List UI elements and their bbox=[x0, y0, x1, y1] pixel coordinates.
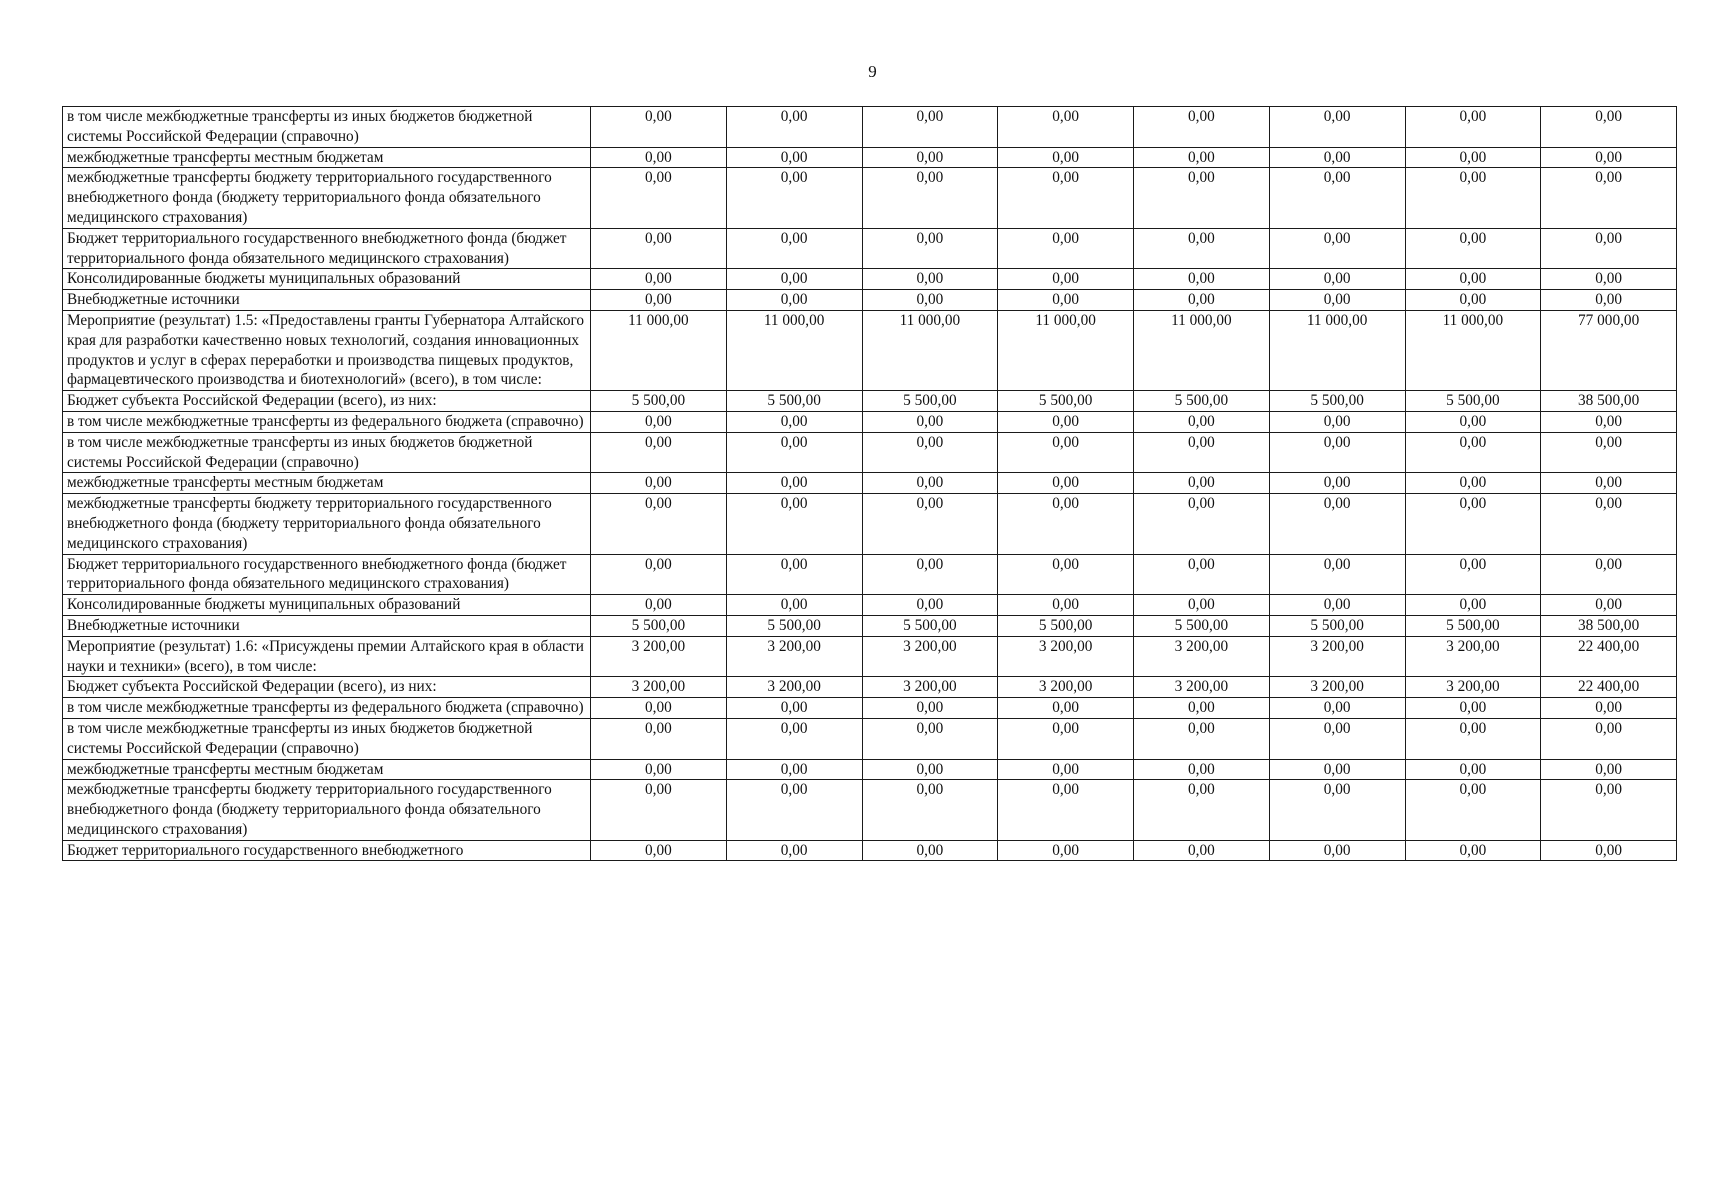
row-value: 0,00 bbox=[591, 147, 727, 168]
row-label: Бюджет субъекта Российской Федерации (всего), из них: bbox=[63, 677, 591, 698]
row-value: 0,00 bbox=[1541, 595, 1677, 616]
row-value: 5 500,00 bbox=[726, 391, 862, 412]
table-row bbox=[63, 494, 1677, 554]
row-value: 0,00 bbox=[726, 554, 862, 595]
row-value: 0,00 bbox=[1269, 718, 1405, 759]
row-label: в том числе межбюджетные трансферты из иных бюджетов бюджетной системы Российской Федерации (справочно) bbox=[63, 718, 591, 759]
row-value: 0,00 bbox=[1269, 290, 1405, 311]
row-value: 0,00 bbox=[1541, 432, 1677, 473]
row-value: 0,00 bbox=[1134, 411, 1270, 432]
row-value: 5 500,00 bbox=[862, 615, 998, 636]
row-value: 0,00 bbox=[726, 168, 862, 228]
row-value: 0,00 bbox=[1541, 780, 1677, 840]
row-label: Внебюджетные источники bbox=[63, 290, 591, 311]
row-value: 0,00 bbox=[998, 494, 1134, 554]
row-value: 5 500,00 bbox=[1269, 615, 1405, 636]
row-value: 0,00 bbox=[726, 290, 862, 311]
row-value: 22 400,00 bbox=[1541, 636, 1677, 677]
row-label: в том числе межбюджетные трансферты из иных бюджетов бюджетной системы Российской Федерации (справочно) bbox=[63, 107, 591, 148]
row-value: 0,00 bbox=[998, 411, 1134, 432]
row-value: 0,00 bbox=[862, 759, 998, 780]
row-value: 0,00 bbox=[726, 759, 862, 780]
table-row bbox=[63, 718, 1677, 759]
row-value: 11 000,00 bbox=[726, 310, 862, 390]
row-label: Внебюджетные источники bbox=[63, 615, 591, 636]
row-value: 0,00 bbox=[1134, 168, 1270, 228]
row-value: 0,00 bbox=[1541, 473, 1677, 494]
row-value: 5 500,00 bbox=[998, 391, 1134, 412]
row-value: 0,00 bbox=[1269, 698, 1405, 719]
row-value: 0,00 bbox=[998, 473, 1134, 494]
row-value: 0,00 bbox=[998, 759, 1134, 780]
row-value: 38 500,00 bbox=[1541, 391, 1677, 412]
row-value: 0,00 bbox=[1134, 759, 1270, 780]
row-value: 0,00 bbox=[1269, 411, 1405, 432]
row-value: 0,00 bbox=[1269, 168, 1405, 228]
table-row bbox=[63, 759, 1677, 780]
row-value: 77 000,00 bbox=[1541, 310, 1677, 390]
row-label: межбюджетные трансферты местным бюджетам bbox=[63, 759, 591, 780]
row-value: 5 500,00 bbox=[862, 391, 998, 412]
row-label: Мероприятие (результат) 1.5: «Предоставлены гранты Губернатора Алтайского края для разработки качественно новых технологий, создания инновационных продуктов и услуг в сферах переработки и производства пищевых продуктов, фармацевтического производства и биотехнологий» (всего), в том числе: bbox=[63, 310, 591, 390]
row-value: 22 400,00 bbox=[1541, 677, 1677, 698]
row-value: 0,00 bbox=[1269, 269, 1405, 290]
row-label: Консолидированные бюджеты муниципальных образований bbox=[63, 595, 591, 616]
row-value: 5 500,00 bbox=[726, 615, 862, 636]
table-row bbox=[63, 290, 1677, 311]
row-value: 0,00 bbox=[998, 554, 1134, 595]
row-value: 0,00 bbox=[1405, 290, 1541, 311]
row-value: 3 200,00 bbox=[726, 677, 862, 698]
row-value: 0,00 bbox=[591, 554, 727, 595]
row-label: Бюджет территориального государственного внебюджетного bbox=[63, 840, 591, 861]
row-value: 0,00 bbox=[591, 168, 727, 228]
row-value: 0,00 bbox=[726, 473, 862, 494]
row-value: 0,00 bbox=[998, 290, 1134, 311]
row-value: 11 000,00 bbox=[1269, 310, 1405, 390]
row-value: 0,00 bbox=[1134, 698, 1270, 719]
row-value: 0,00 bbox=[998, 147, 1134, 168]
row-value: 5 500,00 bbox=[591, 615, 727, 636]
page-number: 9 bbox=[868, 62, 877, 81]
row-label: в том числе межбюджетные трансферты из иных бюджетов бюджетной системы Российской Федерации (справочно) bbox=[63, 432, 591, 473]
table-row bbox=[63, 269, 1677, 290]
row-value: 0,00 bbox=[1134, 718, 1270, 759]
row-value: 0,00 bbox=[726, 411, 862, 432]
row-value: 0,00 bbox=[998, 269, 1134, 290]
row-value: 3 200,00 bbox=[591, 677, 727, 698]
row-value: 0,00 bbox=[726, 840, 862, 861]
row-value: 0,00 bbox=[998, 780, 1134, 840]
row-value: 0,00 bbox=[726, 698, 862, 719]
table-row bbox=[63, 391, 1677, 412]
row-value: 0,00 bbox=[998, 107, 1134, 148]
row-value: 0,00 bbox=[1405, 107, 1541, 148]
row-label: Бюджет территориального государственного внебюджетного фонда (бюджет территориального фонда обязательного медицинского страхования) bbox=[63, 554, 591, 595]
row-value: 5 500,00 bbox=[591, 391, 727, 412]
row-value: 0,00 bbox=[1541, 554, 1677, 595]
row-value: 0,00 bbox=[1405, 698, 1541, 719]
row-value: 0,00 bbox=[1269, 595, 1405, 616]
table-row bbox=[63, 107, 1677, 148]
row-value: 0,00 bbox=[1541, 269, 1677, 290]
row-value: 0,00 bbox=[1541, 147, 1677, 168]
row-value: 0,00 bbox=[1134, 780, 1270, 840]
row-value: 0,00 bbox=[591, 759, 727, 780]
row-value: 0,00 bbox=[1134, 228, 1270, 269]
row-value: 0,00 bbox=[862, 411, 998, 432]
table-row bbox=[63, 840, 1677, 861]
row-value: 0,00 bbox=[1405, 269, 1541, 290]
row-value: 0,00 bbox=[1405, 432, 1541, 473]
row-value: 0,00 bbox=[1405, 168, 1541, 228]
row-value: 3 200,00 bbox=[998, 636, 1134, 677]
row-value: 0,00 bbox=[1405, 780, 1541, 840]
table-row bbox=[63, 473, 1677, 494]
row-value: 0,00 bbox=[591, 107, 727, 148]
row-value: 0,00 bbox=[1134, 494, 1270, 554]
table-row bbox=[63, 411, 1677, 432]
row-value: 0,00 bbox=[862, 107, 998, 148]
row-value: 0,00 bbox=[1541, 494, 1677, 554]
table-row bbox=[63, 780, 1677, 840]
row-value: 0,00 bbox=[726, 780, 862, 840]
row-value: 11 000,00 bbox=[1405, 310, 1541, 390]
row-value: 3 200,00 bbox=[998, 677, 1134, 698]
row-value: 0,00 bbox=[1405, 411, 1541, 432]
table-row bbox=[63, 677, 1677, 698]
row-label: Мероприятие (результат) 1.6: «Присуждены премии Алтайского края в области науки и техники» (всего), в том числе: bbox=[63, 636, 591, 677]
row-value: 0,00 bbox=[862, 595, 998, 616]
row-value: 0,00 bbox=[1541, 698, 1677, 719]
row-value: 0,00 bbox=[1269, 473, 1405, 494]
row-value: 0,00 bbox=[1269, 554, 1405, 595]
row-value: 0,00 bbox=[726, 718, 862, 759]
row-value: 0,00 bbox=[1541, 718, 1677, 759]
row-value: 0,00 bbox=[1405, 759, 1541, 780]
row-value: 0,00 bbox=[1269, 107, 1405, 148]
row-value: 0,00 bbox=[862, 228, 998, 269]
row-value: 0,00 bbox=[1541, 290, 1677, 311]
row-value: 0,00 bbox=[1134, 432, 1270, 473]
row-value: 0,00 bbox=[862, 290, 998, 311]
row-value: 0,00 bbox=[726, 269, 862, 290]
row-value: 0,00 bbox=[862, 840, 998, 861]
row-value: 0,00 bbox=[862, 718, 998, 759]
row-value: 0,00 bbox=[591, 269, 727, 290]
budget-table bbox=[62, 106, 1677, 861]
row-value: 3 200,00 bbox=[726, 636, 862, 677]
row-value: 0,00 bbox=[862, 494, 998, 554]
row-value: 0,00 bbox=[1134, 269, 1270, 290]
row-label: межбюджетные трансферты бюджету территориального государственного внебюджетного фонда (бюджету территориального фонда обязательного медицинского страхования) bbox=[63, 780, 591, 840]
row-value: 0,00 bbox=[726, 107, 862, 148]
row-value: 0,00 bbox=[1405, 840, 1541, 861]
row-label: Консолидированные бюджеты муниципальных образований bbox=[63, 269, 591, 290]
row-value: 0,00 bbox=[1134, 290, 1270, 311]
row-value: 0,00 bbox=[1405, 595, 1541, 616]
row-value: 38 500,00 bbox=[1541, 615, 1677, 636]
row-value: 5 500,00 bbox=[998, 615, 1134, 636]
row-value: 0,00 bbox=[862, 168, 998, 228]
row-label: межбюджетные трансферты бюджету территориального государственного внебюджетного фонда (бюджету территориального фонда обязательного медицинского страхования) bbox=[63, 168, 591, 228]
table-row bbox=[63, 432, 1677, 473]
row-value: 0,00 bbox=[591, 290, 727, 311]
row-value: 0,00 bbox=[591, 698, 727, 719]
row-value: 0,00 bbox=[998, 698, 1134, 719]
row-value: 11 000,00 bbox=[591, 310, 727, 390]
row-value: 3 200,00 bbox=[862, 677, 998, 698]
row-value: 0,00 bbox=[862, 473, 998, 494]
row-value: 0,00 bbox=[1134, 554, 1270, 595]
row-value: 5 500,00 bbox=[1134, 391, 1270, 412]
row-value: 0,00 bbox=[862, 147, 998, 168]
row-value: 0,00 bbox=[591, 228, 727, 269]
row-value: 0,00 bbox=[1134, 473, 1270, 494]
table-row bbox=[63, 168, 1677, 228]
row-value: 0,00 bbox=[1405, 228, 1541, 269]
row-value: 0,00 bbox=[1134, 107, 1270, 148]
row-value: 0,00 bbox=[998, 228, 1134, 269]
row-value: 0,00 bbox=[591, 432, 727, 473]
row-value: 0,00 bbox=[1541, 228, 1677, 269]
budget-table-body bbox=[63, 107, 1677, 861]
row-value: 5 500,00 bbox=[1405, 615, 1541, 636]
row-value: 0,00 bbox=[726, 595, 862, 616]
row-value: 0,00 bbox=[1134, 595, 1270, 616]
row-label: в том числе межбюджетные трансферты из федерального бюджета (справочно) bbox=[63, 698, 591, 719]
table-row bbox=[63, 554, 1677, 595]
row-value: 3 200,00 bbox=[1269, 636, 1405, 677]
row-value: 0,00 bbox=[1269, 494, 1405, 554]
row-value: 3 200,00 bbox=[1134, 677, 1270, 698]
row-value: 3 200,00 bbox=[591, 636, 727, 677]
row-value: 0,00 bbox=[726, 432, 862, 473]
row-value: 0,00 bbox=[862, 554, 998, 595]
row-value: 0,00 bbox=[1541, 168, 1677, 228]
row-label: в том числе межбюджетные трансферты из федерального бюджета (справочно) bbox=[63, 411, 591, 432]
row-value: 0,00 bbox=[591, 718, 727, 759]
row-value: 11 000,00 bbox=[998, 310, 1134, 390]
row-value: 0,00 bbox=[1269, 840, 1405, 861]
row-label: Бюджет территориального государственного внебюджетного фонда (бюджет территориального фонда обязательного медицинского страхования) bbox=[63, 228, 591, 269]
row-value: 11 000,00 bbox=[1134, 310, 1270, 390]
row-value: 0,00 bbox=[591, 595, 727, 616]
row-value: 0,00 bbox=[1134, 840, 1270, 861]
row-value: 5 500,00 bbox=[1134, 615, 1270, 636]
row-value: 0,00 bbox=[1134, 147, 1270, 168]
row-value: 0,00 bbox=[1541, 759, 1677, 780]
row-value: 0,00 bbox=[1269, 228, 1405, 269]
row-value: 11 000,00 bbox=[862, 310, 998, 390]
row-value: 0,00 bbox=[591, 411, 727, 432]
row-label: Бюджет субъекта Российской Федерации (всего), из них: bbox=[63, 391, 591, 412]
row-value: 0,00 bbox=[1405, 473, 1541, 494]
row-value: 5 500,00 bbox=[1269, 391, 1405, 412]
row-value: 0,00 bbox=[1541, 840, 1677, 861]
row-value: 0,00 bbox=[862, 269, 998, 290]
row-value: 0,00 bbox=[998, 168, 1134, 228]
row-value: 0,00 bbox=[1541, 107, 1677, 148]
row-value: 0,00 bbox=[1269, 147, 1405, 168]
row-value: 0,00 bbox=[1269, 780, 1405, 840]
row-label: межбюджетные трансферты местным бюджетам bbox=[63, 147, 591, 168]
row-value: 0,00 bbox=[1405, 147, 1541, 168]
row-value: 0,00 bbox=[998, 595, 1134, 616]
row-value: 0,00 bbox=[591, 840, 727, 861]
row-value: 0,00 bbox=[998, 718, 1134, 759]
row-label: межбюджетные трансферты местным бюджетам bbox=[63, 473, 591, 494]
row-value: 3 200,00 bbox=[862, 636, 998, 677]
row-value: 0,00 bbox=[1405, 718, 1541, 759]
row-value: 0,00 bbox=[591, 473, 727, 494]
row-value: 3 200,00 bbox=[1405, 636, 1541, 677]
row-value: 0,00 bbox=[1269, 759, 1405, 780]
row-value: 0,00 bbox=[726, 228, 862, 269]
row-value: 0,00 bbox=[591, 494, 727, 554]
table-row bbox=[63, 636, 1677, 677]
table-row bbox=[63, 698, 1677, 719]
table-row bbox=[63, 310, 1677, 390]
row-value: 0,00 bbox=[998, 432, 1134, 473]
row-value: 0,00 bbox=[1269, 432, 1405, 473]
row-value: 3 200,00 bbox=[1269, 677, 1405, 698]
row-value: 0,00 bbox=[998, 840, 1134, 861]
row-value: 0,00 bbox=[1405, 554, 1541, 595]
row-value: 0,00 bbox=[1405, 494, 1541, 554]
row-value: 5 500,00 bbox=[1405, 391, 1541, 412]
row-value: 0,00 bbox=[862, 698, 998, 719]
row-value: 0,00 bbox=[591, 780, 727, 840]
row-value: 3 200,00 bbox=[1134, 636, 1270, 677]
row-value: 3 200,00 bbox=[1405, 677, 1541, 698]
row-value: 0,00 bbox=[862, 780, 998, 840]
table-row bbox=[63, 147, 1677, 168]
row-value: 0,00 bbox=[1541, 411, 1677, 432]
table-row bbox=[63, 615, 1677, 636]
row-value: 0,00 bbox=[726, 147, 862, 168]
table-row bbox=[63, 228, 1677, 269]
row-value: 0,00 bbox=[726, 494, 862, 554]
row-label: межбюджетные трансферты бюджету территориального государственного внебюджетного фонда (бюджету территориального фонда обязательного медицинского страхования) bbox=[63, 494, 591, 554]
row-value: 0,00 bbox=[862, 432, 998, 473]
table-row bbox=[63, 595, 1677, 616]
